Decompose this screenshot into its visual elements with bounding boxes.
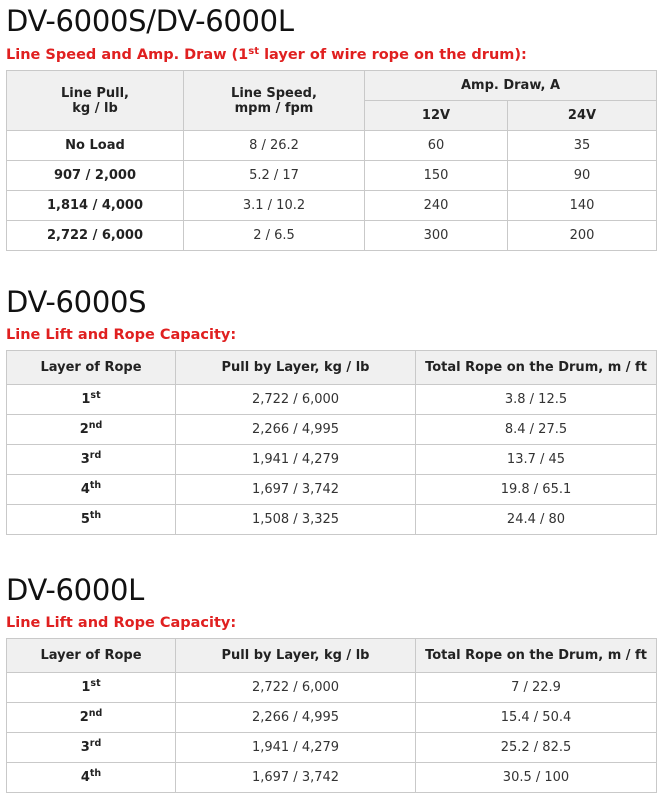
line-pull-cell: 1,814 / 4,000 — [7, 191, 184, 221]
layer-ordinal-suffix: th — [89, 480, 102, 491]
layer-number: 2 — [79, 422, 89, 437]
total-rope-cell: 7 / 22.9 — [416, 673, 657, 703]
section-title-dv6000l: DV-6000L — [6, 573, 144, 607]
layer-number: 5 — [80, 512, 90, 527]
header-pull-by-layer: Pull by Layer, kg / lb — [176, 639, 416, 673]
table-row — [7, 161, 657, 191]
table-row — [7, 445, 657, 475]
total-rope-cell: 8.4 / 27.5 — [416, 415, 657, 445]
pull-by-layer-cell: 2,722 / 6,000 — [176, 673, 416, 703]
table-row — [7, 733, 657, 763]
pull-by-layer-cell: 2,722 / 6,000 — [176, 385, 416, 415]
line-speed-cell: 5.2 / 17 — [184, 161, 365, 191]
amp-24v-cell: 35 — [508, 131, 657, 161]
layer-cell — [7, 505, 176, 535]
total-rope-cell: 3.8 / 12.5 — [416, 385, 657, 415]
total-rope-cell: 19.8 / 65.1 — [416, 475, 657, 505]
layer-number: 4 — [80, 770, 90, 785]
speed-amp-section — [6, 2, 656, 251]
dv6000s-section — [6, 284, 656, 535]
dv6000s-subtitle: Line Lift and Rope Capacity: — [6, 327, 237, 343]
speed-amp-table-body — [7, 131, 657, 251]
dv6000s-table — [6, 350, 657, 535]
total-rope-cell: 13.7 / 45 — [416, 445, 657, 475]
header-line-speed-unit: mpm / fpm — [234, 100, 314, 116]
pull-by-layer-cell: 1,941 / 4,279 — [176, 733, 416, 763]
section-title-dv6000s-dv6000l: DV-6000S/DV-6000L — [6, 4, 294, 38]
dv6000l-table-body — [7, 673, 657, 793]
layer-cell — [7, 733, 176, 763]
header-24v: 24V — [508, 101, 657, 131]
dv6000s-table-body — [7, 385, 657, 535]
table-row — [7, 131, 657, 161]
layer-cell — [7, 385, 176, 415]
line-speed-cell: 2 / 6.5 — [184, 221, 365, 251]
header-total-rope: Total Rope on the Drum, m / ft — [416, 639, 657, 673]
table-row — [7, 415, 657, 445]
amp-24v-cell: 90 — [508, 161, 657, 191]
layer-ordinal-suffix: th — [89, 510, 102, 521]
pull-by-layer-cell: 1,941 / 4,279 — [176, 445, 416, 475]
header-line-speed-label: Line Speed, — [231, 85, 317, 101]
table-row — [7, 475, 657, 505]
layer-cell — [7, 703, 176, 733]
line-speed-cell: 8 / 26.2 — [184, 131, 365, 161]
table-row — [7, 673, 657, 703]
layer-cell — [7, 475, 176, 505]
speed-amp-subtitle — [6, 44, 656, 66]
layer-ordinal-suffix: nd — [88, 708, 103, 719]
layer-number: 2 — [79, 710, 89, 725]
table-row — [7, 703, 657, 733]
total-rope-cell: 25.2 / 82.5 — [416, 733, 657, 763]
amp-12v-cell: 150 — [365, 161, 508, 191]
header-amp-draw: Amp. Draw, A — [365, 71, 657, 101]
table-row — [7, 191, 657, 221]
line-pull-cell: No Load — [7, 131, 184, 161]
pull-by-layer-cell: 1,697 / 3,742 — [176, 475, 416, 505]
layer-ordinal-suffix: rd — [89, 450, 102, 461]
total-rope-cell: 15.4 / 50.4 — [416, 703, 657, 733]
table-row — [7, 505, 657, 535]
header-line-pull-label: Line Pull, — [61, 85, 129, 101]
subtitle-pre: Line Speed and Amp. Draw (1 — [6, 47, 249, 63]
speed-amp-table — [6, 70, 657, 251]
total-rope-cell: 30.5 / 100 — [416, 763, 657, 793]
table-row — [7, 385, 657, 415]
line-pull-cell: 2,722 / 6,000 — [7, 221, 184, 251]
amp-12v-cell: 300 — [365, 221, 508, 251]
dv6000l-section — [6, 572, 656, 793]
pull-by-layer-cell: 2,266 / 4,995 — [176, 703, 416, 733]
subtitle-sup: st — [248, 46, 260, 57]
header-line-speed — [184, 71, 365, 131]
dv6000l-table — [6, 638, 657, 793]
layer-number: 3 — [80, 452, 90, 467]
layer-ordinal-suffix: th — [89, 768, 102, 779]
layer-ordinal-suffix: st — [90, 678, 101, 689]
dv6000l-subtitle: Line Lift and Rope Capacity: — [6, 615, 237, 631]
layer-ordinal-suffix: nd — [88, 420, 103, 431]
header-layer-of-rope: Layer of Rope — [7, 639, 176, 673]
subtitle-post: layer of wire rope on the drum): — [259, 47, 527, 63]
pull-by-layer-cell: 1,508 / 3,325 — [176, 505, 416, 535]
line-pull-cell: 907 / 2,000 — [7, 161, 184, 191]
total-rope-cell: 24.4 / 80 — [416, 505, 657, 535]
amp-24v-cell: 200 — [508, 221, 657, 251]
layer-cell — [7, 673, 176, 703]
line-speed-cell: 3.1 / 10.2 — [184, 191, 365, 221]
header-line-pull-unit: kg / lb — [72, 100, 118, 116]
amp-12v-cell: 60 — [365, 131, 508, 161]
layer-cell — [7, 415, 176, 445]
layer-number: 1 — [81, 392, 91, 407]
layer-ordinal-suffix: st — [90, 390, 101, 401]
header-total-rope: Total Rope on the Drum, m / ft — [416, 351, 657, 385]
pull-by-layer-cell: 1,697 / 3,742 — [176, 763, 416, 793]
amp-24v-cell: 140 — [508, 191, 657, 221]
amp-12v-cell: 240 — [365, 191, 508, 221]
header-line-pull — [7, 71, 184, 131]
layer-ordinal-suffix: rd — [89, 738, 102, 749]
layer-cell — [7, 763, 176, 793]
section-title-dv6000s: DV-6000S — [6, 285, 147, 319]
header-pull-by-layer: Pull by Layer, kg / lb — [176, 351, 416, 385]
layer-cell — [7, 445, 176, 475]
pull-by-layer-cell: 2,266 / 4,995 — [176, 415, 416, 445]
layer-number: 4 — [80, 482, 90, 497]
layer-number: 1 — [81, 680, 91, 695]
header-12v: 12V — [365, 101, 508, 131]
header-layer-of-rope: Layer of Rope — [7, 351, 176, 385]
table-row — [7, 221, 657, 251]
table-row — [7, 763, 657, 793]
layer-number: 3 — [80, 740, 90, 755]
